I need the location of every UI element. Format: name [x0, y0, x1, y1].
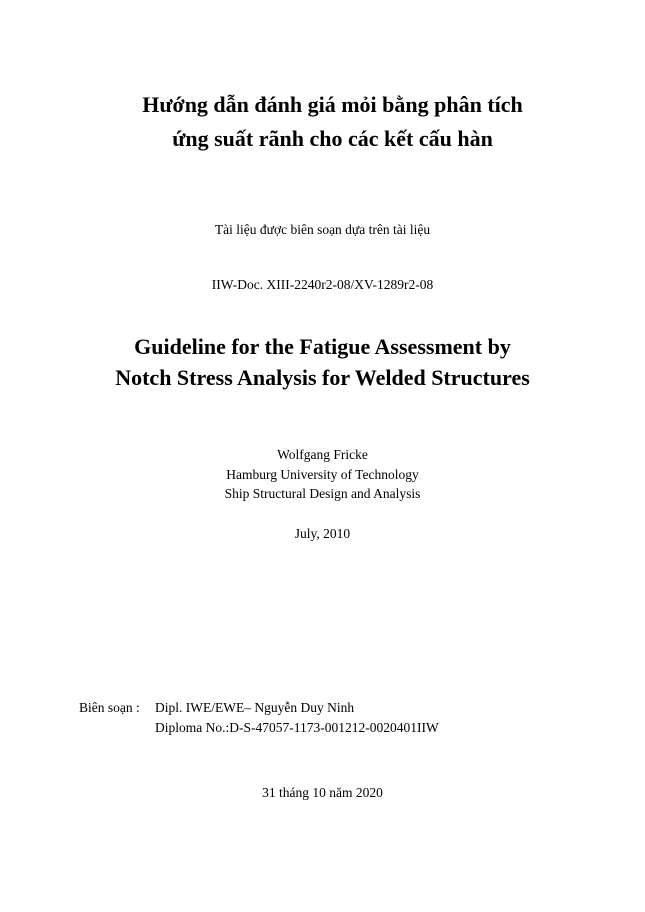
vietnamese-title — [10, 88, 645, 156]
compiler-label: Biên soạn : — [79, 700, 140, 715]
diploma-row — [79, 718, 439, 738]
vietnamese-title-line-1: Hướng dẫn đánh giá mỏi bằng phân tích — [142, 92, 523, 117]
vietnamese-title-line-2: ứng suất rãnh cho các kết cấu hàn — [172, 126, 493, 151]
compiler-block — [79, 698, 439, 738]
author-name: Wolfgang Fricke — [277, 447, 368, 462]
compiler-row — [79, 698, 439, 718]
diploma-spacer — [79, 718, 155, 738]
doc-reference: IIW-Doc. XIII-2240r2-08/XV-1289r2-08 — [211, 277, 434, 292]
english-title-line-2: Notch Stress Analysis for Welded Structures — [115, 365, 530, 390]
author-block — [0, 445, 645, 504]
original-date: July, 2010 — [294, 526, 351, 541]
author-department: Ship Structural Design and Analysis — [224, 486, 421, 501]
compiled-date: 31 tháng 10 năm 2020 — [262, 785, 383, 800]
compiler-diploma: Diploma No.:D-S-47057-1173-001212-0020401IIW — [155, 720, 439, 735]
english-title — [0, 331, 645, 393]
author-institution: Hamburg University of Technology — [226, 466, 419, 482]
english-title-line-1: Guideline for the Fatigue Assessment by — [134, 334, 511, 359]
compiler-name: Dipl. IWE/EWE– Nguyễn Duy Ninh — [155, 700, 355, 715]
intro-text: Tài liệu được biên soạn dựa trên tài liệu — [214, 222, 431, 237]
